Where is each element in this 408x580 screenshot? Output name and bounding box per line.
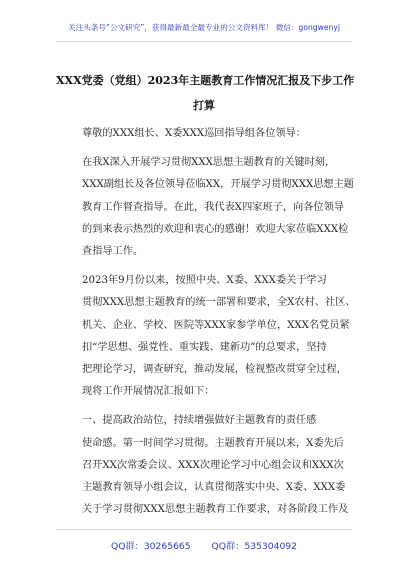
paragraph-line: 查指导工作。 [82,246,144,258]
paragraph-line: 使命感。第一时间学习贯彻。主题教育开展以来，X委先后 [82,437,344,449]
paragraph-line: 扣“学思想、强党性、重实践、建新功”的总要求，坚持 [82,341,327,353]
document-title [56,68,355,118]
paragraph-line: 在我X深入开展学习贯彻XXX思想主题教育的关键时刻， [82,157,336,169]
paragraph-3 [62,410,350,521]
header-divider [56,41,352,42]
paragraph-line: 一、提高政治站位，持续增强做好主题教育的责任感 [82,415,317,427]
paragraph-line: 教育工作督查指导。在此，我代表X四家班子，向各位领导 [82,201,344,213]
document-body [62,123,356,521]
paragraph-line: 的到来表示热烈的欢迎和衷心的感谢！欢迎大家莅临XXX检 [82,223,349,235]
paragraph-line: 关于学习贯彻XXX思想主题教育工作要求，对各阶段工作及 [82,504,349,516]
paragraph-line: 现将工作开展情况汇报如下： [82,386,215,398]
salutation: 尊敬的XXX组长、X委XXX巡回指导组各位领导： [82,128,306,139]
footer [0,538,408,552]
paragraph-line: XXX副组长及各位领导莅临XX，开展学习贯彻XXX思想主题 [82,179,354,191]
title-line-2: 打算 [193,99,215,112]
paragraph-1 [62,152,354,263]
paragraph-line: 把理论学习，调查研究，推动发展，检视整改贯穿全过程， [82,364,347,376]
footer-divider [56,529,352,530]
paragraph-line: 2023年9月份以来，按照中央、X委、XXX委关于学习 [82,275,327,287]
footer-qq-group-2: QQ群：535304092 [211,541,297,552]
paragraph-line: 主题教育领导小组会议，认真贯彻落实中央、X委、XXX委 [82,482,346,494]
paragraph-line: 贯彻XXX思想主题教育的统一部署和要求，全X农村、社区、 [82,297,356,309]
footer-qq-group-1: QQ群：30265665 [111,541,191,552]
paragraph-2 [62,270,356,403]
title-line-1: XXX党委（党组）2023年主题教育工作情况汇报及下步工作 [56,74,355,87]
paragraph-line: 机关、企业、学校、医院等XXX家参学单位，XXX名党员紧 [82,319,350,331]
header-promo-note: 关注头条号“公文研究”，获得最新最全最专业的公文资料库！ 微信：gongwenyj [68,23,340,32]
paragraph-line: 召开XX次常委会议、XXX次理论学习中心组会议和XXX次 [82,459,344,471]
